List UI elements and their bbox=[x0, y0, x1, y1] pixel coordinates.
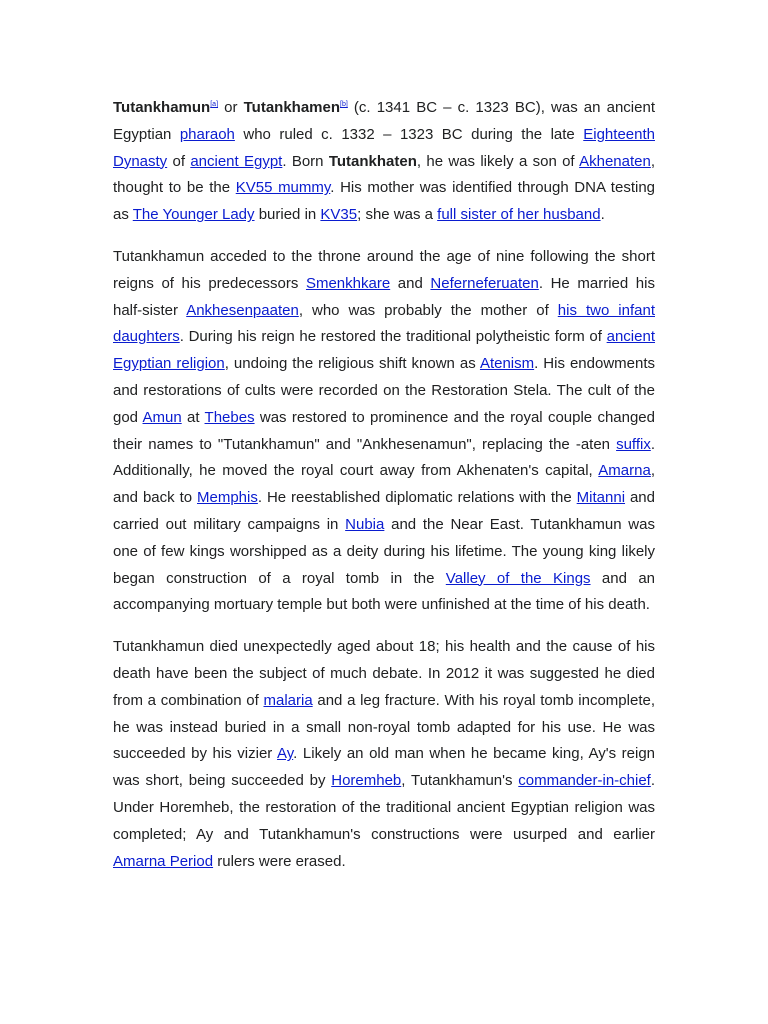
paragraph-death bbox=[113, 634, 655, 875]
text-run: . Under Horemheb, the restoration of the traditional ancient Egyptian religion was completed; Ay and Tutankhamun's constructions were usurped and earlier bbox=[113, 772, 656, 843]
text-run: and a leg fracture. With his royal tomb incomplete, he was instead buried in a small non-royal tomb adapted for his use. He was succeeded by his vizier bbox=[113, 691, 655, 763]
text-run: Tutankhamun died unexpectedly aged about 18; his health and the cause of his death have been the subject of much debate. In 2012 it was suggested he died from a combination of bbox=[113, 638, 655, 709]
link-amarna[interactable]: Amarna bbox=[598, 462, 651, 480]
link-thebes[interactable]: Thebes bbox=[204, 408, 255, 426]
text-run: at bbox=[181, 408, 205, 426]
link-malaria[interactable]: malaria bbox=[263, 691, 313, 709]
text-run: . bbox=[600, 206, 605, 224]
text-run: and the Near East. Tutankhamun was one of few kings worshipped as a deity during his lifetime. The young king likely began construction of a royal tomb in the bbox=[113, 515, 655, 587]
link-amarna-period[interactable]: Amarna Period bbox=[113, 852, 214, 870]
link-the-younger-lady[interactable]: The Younger Lady bbox=[132, 206, 255, 224]
text-run: . His endowments and restorations of cults were recorded on the Restoration Stela. The cult of the god bbox=[113, 355, 656, 426]
text-run: . He reestablished diplomatic relations with the bbox=[257, 489, 577, 507]
link-his-two-infant-daughters[interactable]: his two infant daughters bbox=[113, 301, 655, 346]
link-kv55-mummy[interactable]: KV55 mummy bbox=[235, 179, 331, 197]
link-neferneferuaten[interactable]: Neferneferuaten bbox=[430, 274, 539, 292]
link-pharaoh[interactable]: pharaoh bbox=[179, 125, 235, 143]
text-run: and an accompanying mortuary temple but both were unfinished at the time of his death. bbox=[113, 569, 655, 614]
link-valley-of-the-kings[interactable]: Valley of the Kings bbox=[445, 569, 591, 587]
text-run: rulers were erased. bbox=[213, 852, 346, 870]
text-run: , thought to be the bbox=[113, 152, 655, 197]
text-run: , undoing the religious shift known as bbox=[224, 355, 480, 373]
paragraph-reign bbox=[113, 244, 655, 619]
footnote-ref[interactable]: [a] bbox=[210, 101, 219, 108]
link-amun[interactable]: Amun bbox=[142, 408, 182, 426]
link-ay[interactable]: Ay bbox=[277, 745, 294, 763]
text-run: and bbox=[390, 274, 431, 292]
link-commander-in-chief[interactable]: commander-in-chief bbox=[518, 772, 651, 790]
text-run: (c. 1341 BC – c. 1323 BC), was an ancient Egyptian bbox=[113, 99, 655, 143]
link-atenism[interactable]: Atenism bbox=[479, 355, 535, 373]
link-full-sister-of-her-husband[interactable]: full sister of her husband bbox=[437, 206, 601, 224]
text-run: . His mother was identified through DNA testing as bbox=[113, 179, 655, 224]
link-horemheb[interactable]: Horemheb bbox=[331, 772, 402, 790]
text-run: , and back to bbox=[113, 462, 655, 507]
text-run: . He married his half-sister bbox=[113, 274, 655, 319]
text-run: or bbox=[218, 99, 244, 116]
link-nubia[interactable]: Nubia bbox=[345, 515, 385, 533]
text-run: , who was probably the mother of bbox=[298, 301, 558, 319]
text-run: . Born bbox=[282, 152, 329, 170]
bold-name: Tutankhamun bbox=[113, 99, 211, 116]
link-suffix[interactable]: suffix bbox=[616, 435, 651, 453]
link-ancient-egypt[interactable]: ancient Egypt bbox=[190, 152, 283, 170]
text-run: and carried out military campaigns in bbox=[113, 489, 655, 533]
article-body bbox=[113, 95, 655, 890]
link-ankhesenpaaten[interactable]: Ankhesenpaaten bbox=[186, 301, 299, 319]
text-run: ; she was a bbox=[357, 206, 438, 224]
text-run: was restored to prominence and the royal couple changed their names to "Tutankhamun" and "Ankhesenamun", replacing the -aten bbox=[113, 408, 655, 453]
text-run: who ruled c. 1332 – 1323 BC during the late bbox=[234, 125, 584, 143]
text-run: buried in bbox=[254, 206, 321, 224]
footnote-ref[interactable]: [b] bbox=[340, 101, 348, 108]
text-run: Tutankhamun acceded to the throne around the age of nine following the short reigns of his predecessors bbox=[113, 247, 655, 292]
text-run: of bbox=[167, 152, 191, 170]
link-memphis[interactable]: Memphis bbox=[197, 489, 258, 507]
link-kv35[interactable]: KV35 bbox=[320, 206, 358, 224]
link-mitanni[interactable]: Mitanni bbox=[576, 489, 626, 507]
link-akhenaten[interactable]: Akhenaten bbox=[579, 152, 651, 170]
bold-name: Tutankhamen bbox=[243, 99, 341, 116]
bold-name: Tutankhaten bbox=[328, 152, 417, 170]
text-run: , he was likely a son of bbox=[416, 152, 580, 170]
text-run: . Likely an old man when he became king, Ay's reign was short, being succeeded by bbox=[113, 745, 656, 790]
text-run: . Additionally, he moved the royal court away from Akhenaten's capital, bbox=[113, 435, 655, 480]
text-run: , Tutankhamun's bbox=[401, 772, 519, 790]
link-smenkhkare[interactable]: Smenkhkare bbox=[305, 274, 391, 292]
text-run: . During his reign he restored the traditional polytheistic form of bbox=[179, 328, 607, 346]
link-ancient-egyptian-religion[interactable]: ancient Egyptian religion bbox=[113, 328, 655, 373]
link-eighteenth-dynasty[interactable]: Eighteenth Dynasty bbox=[113, 125, 655, 170]
paragraph-intro bbox=[113, 95, 655, 229]
